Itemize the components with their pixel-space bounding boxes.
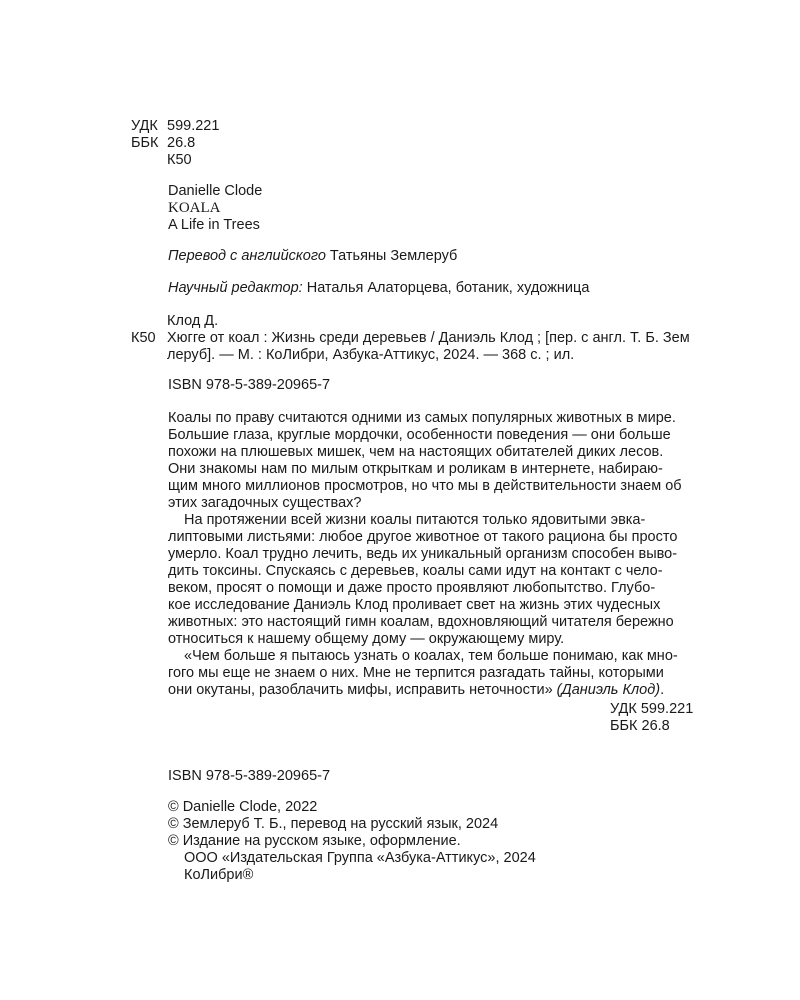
annotation-line: веком, просят о помощи и даже просто проявляют любопытство. Глубо- xyxy=(168,580,656,596)
original-subtitle: A Life in Trees xyxy=(168,217,260,233)
annotation-line: умерло. Коал трудно лечить, ведь их уникальный организм способен выво- xyxy=(168,546,678,562)
annotation-line: похожи на плюшевых мишек, чем на настоящих обитателей диких лесов. xyxy=(168,444,664,460)
translator-name: Татьяны Землеруб xyxy=(329,248,458,264)
science-editor-label: Научный редактор: xyxy=(168,280,303,296)
isbn-bottom: ISBN 978-5-389-20965-7 xyxy=(168,768,331,784)
isbn-top: ISBN 978-5-389-20965-7 xyxy=(168,377,331,393)
annotation-line: животных: это настоящий гимн коалам, вдохновляющий читателя бережно xyxy=(168,614,674,630)
annotation-line: этих загадочных существах? xyxy=(168,495,362,511)
science-editor-name: Наталья Алаторцева, ботаник, художница xyxy=(306,280,590,296)
annotation-line-last xyxy=(168,682,697,699)
copyright-line: © Землеруб Т. Б., перевод на русский язык, 2024 xyxy=(168,816,499,832)
original-title: KOALA xyxy=(168,200,221,216)
science-editor-credit xyxy=(168,280,589,297)
annotation-line: липтовыми листьями: любое другое животное от такого рациона бы просто xyxy=(168,529,678,545)
bibliographic-record xyxy=(131,313,690,364)
bbk-label: ББК xyxy=(131,135,159,151)
udk-code: 599.221 xyxy=(167,118,220,134)
annotation-line: гого мы еще не знаем о них. Мне не терпится разгадать тайны, которыми xyxy=(168,665,664,681)
original-edition xyxy=(168,183,262,234)
udk-bottom: УДК 599.221 xyxy=(610,701,694,717)
annotation-line: На протяжении всей жизни коалы питаются только ядовитыми эвка- xyxy=(184,512,646,528)
udk-label: УДК xyxy=(131,118,158,134)
annotation-line: дить токсины. Спускаясь с деревьев, коалы сами идут на контакт с чело- xyxy=(168,563,663,579)
annotation-line: относиться к нашему общему дому — окружающему миру. xyxy=(168,631,565,647)
bbk-bottom: ББК 26.8 xyxy=(610,718,670,734)
translation-credit xyxy=(168,248,457,265)
quote-attribution: (Даниэль Клод) xyxy=(556,682,661,698)
annotation xyxy=(168,410,697,699)
classification-codes xyxy=(131,118,219,169)
biblio-mark: К50 xyxy=(131,330,156,346)
biblio-line-2: леруб]. — М. : КоЛибри, Азбука-Аттикус, 2024. — 368 с. ; ил. xyxy=(167,347,575,363)
quote-end: . xyxy=(660,682,665,698)
original-author: Danielle Clode xyxy=(168,183,263,199)
imprint-line: КоЛибри® xyxy=(184,867,254,883)
annotation-paragraph-2 xyxy=(168,512,697,648)
publisher-line: ООО «Издательская Группа «Азбука-Аттикус», 2024 xyxy=(184,850,536,866)
copyright-line: © Издание на русском языке, оформление. xyxy=(168,833,461,849)
annotation-paragraph-1 xyxy=(168,410,697,512)
copyright-line: © Danielle Clode, 2022 xyxy=(168,799,318,815)
copyright-block xyxy=(168,799,536,884)
annotation-paragraph-3 xyxy=(168,648,697,699)
annotation-line: Они знакомы нам по милым открыткам и роликам в интернете, набираю- xyxy=(168,461,663,477)
annotation-line: Большие глаза, круглые мордочки, особенности поведения — они больше xyxy=(168,427,671,443)
annotation-line: щим много миллионов просмотров, но что мы в действительности знаем об xyxy=(168,478,682,494)
annotation-line: кое исследование Даниэль Клод проливает свет на жизнь этих чудесных xyxy=(168,597,661,613)
biblio-author: Клод Д. xyxy=(167,313,219,329)
translation-label: Перевод с английского xyxy=(168,248,326,264)
quote-text: они окутаны, разоблачить мифы, исправить неточности» xyxy=(168,682,553,698)
annotation-line: Коалы по праву считаются одними из самых популярных животных в мире. xyxy=(168,410,676,426)
author-mark: К50 xyxy=(167,152,192,168)
biblio-line-1: Хюгге от коал : Жизнь среди деревьев / Даниэль Клод ; [пер. с англ. Т. Б. Зем xyxy=(167,330,690,346)
classification-codes-bottom xyxy=(610,701,693,735)
annotation-line: «Чем больше я пытаюсь узнать о коалах, тем больше понимаю, как мно- xyxy=(184,648,678,664)
bbk-code: 26.8 xyxy=(167,135,196,151)
